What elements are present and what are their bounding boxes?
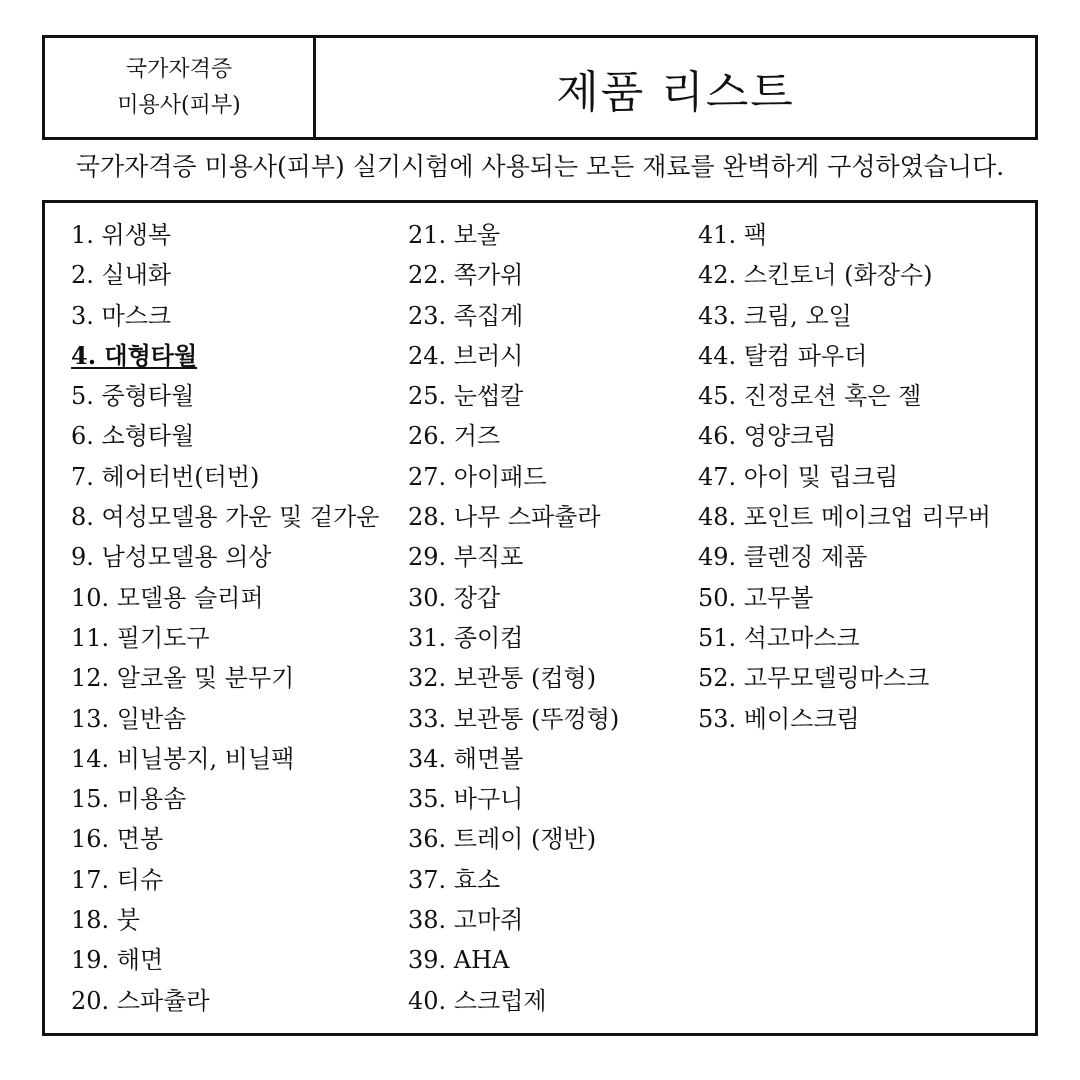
list-item: 42. 스킨토너 (화장수) [698,261,933,290]
list-item: 2. 실내화 [71,261,172,290]
list-item: 37. 효소 [408,865,501,894]
list-item: 22. 쪽가위 [408,261,524,290]
list-item: 4. 대형타월 [71,340,198,370]
list-item: 46. 영양크림 [698,422,837,451]
list-item: 31. 종이컵 [408,623,524,652]
list-item: 7. 헤어터번(터번) [71,462,260,491]
list-item: 6. 소형타월 [71,422,195,451]
list-item: 13. 일반솜 [71,704,187,733]
list-item: 23. 족집게 [408,301,524,330]
list-item: 29. 부직포 [408,543,524,572]
page-title: 제품 리스트 [556,66,795,118]
list-item: 44. 탈컴 파우더 [698,341,868,370]
list-item: 48. 포인트 메이크업 리무버 [698,503,991,532]
list-item: 36. 트레이 (쟁반) [408,825,597,854]
list-item: 19. 해면 [71,946,164,975]
product-list-column-3 [698,215,991,739]
product-list [42,200,1038,1036]
list-item: 49. 클렌징 제품 [698,543,868,572]
certificate-label [45,38,316,137]
list-item: 24. 브러시 [408,341,524,370]
list-item: 5. 중형타월 [71,382,195,411]
list-item: 17. 티슈 [71,865,164,894]
certificate-label-line1: 국가자격증 [125,56,233,82]
list-item: 40. 스크럽제 [408,986,547,1015]
list-item: 39. AHA [408,946,510,975]
list-item: 53. 베이스크림 [698,704,860,733]
list-item: 25. 눈썹칼 [408,382,524,411]
product-list-column-1 [71,215,379,1021]
subtitle: 국가자격증 미용사(피부) 실기시험에 사용되는 모든 재료를 완벽하게 구성하였습니다. [75,152,1005,181]
list-item: 12. 알코올 및 분무기 [71,664,295,693]
list-item: 27. 아이패드 [408,462,547,491]
header-table [42,35,1038,140]
list-item: 10. 모델용 슬리퍼 [71,583,264,612]
list-item: 11. 필기도구 [71,623,210,652]
list-item: 33. 보관통 (뚜껑형) [408,704,620,733]
list-item: 20. 스파츌라 [71,986,210,1015]
list-item: 1. 위생복 [71,221,172,249]
list-item: 26. 거즈 [408,422,501,451]
list-item: 8. 여성모델용 가운 및 겉가운 [71,503,380,532]
certificate-label-line2: 미용사(피부) [117,92,241,118]
list-item: 50. 고무볼 [698,583,814,612]
list-item: 38. 고마쥐 [408,906,524,935]
list-item: 21. 보울 [408,221,501,249]
product-list-column-2 [408,215,619,1021]
list-item: 16. 면봉 [71,825,164,854]
list-item: 9. 남성모델용 의상 [71,543,272,572]
list-item: 30. 장갑 [408,583,501,612]
list-item: 14. 비닐봉지, 비닐팩 [71,744,295,773]
list-item: 18. 붓 [71,906,140,935]
list-item: 41. 팩 [698,221,767,249]
list-item: 45. 진정로션 혹은 젤 [698,382,922,411]
list-item: 15. 미용솜 [71,785,187,814]
list-item: 43. 크림, 오일 [698,301,852,330]
list-item: 32. 보관통 (컵형) [408,664,597,693]
list-item: 34. 해면볼 [408,744,524,773]
list-item: 35. 바구니 [408,785,524,814]
list-item: 47. 아이 및 립크림 [698,462,899,491]
list-item: 3. 마스크 [71,301,172,330]
list-item: 28. 나무 스파츌라 [408,503,601,532]
list-item: 51. 석고마스크 [698,623,860,652]
list-item: 52. 고무모델링마스크 [698,664,930,693]
